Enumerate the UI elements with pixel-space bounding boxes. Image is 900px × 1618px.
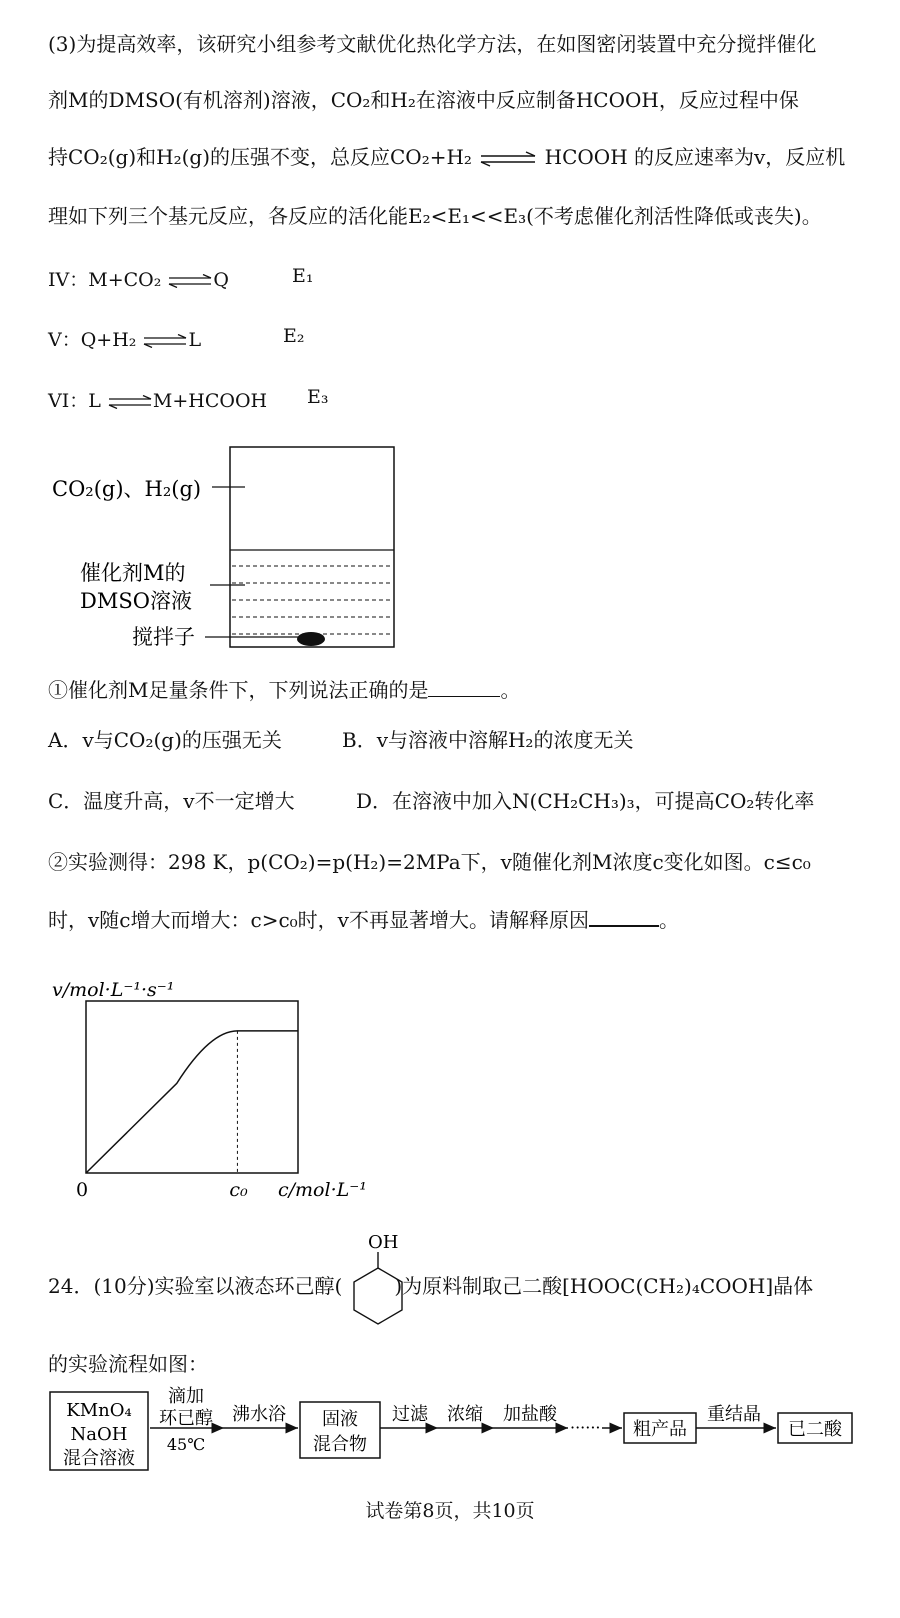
- solution-label-1: 催化剂M的: [80, 561, 186, 585]
- arrow3-label: 过滤: [392, 1404, 428, 1425]
- box2-line1: 固液: [322, 1409, 358, 1430]
- reaction-label: IV：: [48, 269, 89, 291]
- cyclohexanol-structure: [340, 1228, 412, 1338]
- page-footer: 试卷第8页，共10页: [365, 1500, 535, 1522]
- reaction-energy: E₁: [292, 265, 314, 287]
- reaction-left: M+CO₂: [88, 269, 162, 291]
- q24-line-2: 的实验流程如图：: [48, 1352, 208, 1376]
- box1-line3: 混合溶液: [63, 1448, 135, 1469]
- arrow2-label: 沸水浴: [232, 1404, 286, 1425]
- experiment-flowchart: [40, 1380, 860, 1480]
- paragraph-line-4: 理如下列三个基元反应，各反应的活化能E₂<E₁<<E₃(不考虑催化剂活性降低或丧失)。: [48, 204, 822, 228]
- gas-label: CO₂(g)、H₂(g): [52, 477, 202, 501]
- question-1-end: 。: [500, 678, 521, 702]
- equilibrium-arrow-icon: [142, 334, 188, 348]
- option-b[interactable]: B．v与溶液中溶解H₂的浓度无关: [342, 728, 634, 752]
- arrow4-label: 浓缩: [447, 1404, 483, 1425]
- paragraph-line-2: 剂M的DMSO(有机溶剂)溶液，CO₂和H₂在溶液中反应制备HCOOH，反应过程中保: [48, 88, 799, 112]
- paragraph-line-1: (3)为提高效率，该研究小组参考文献优化热化学方法，在如图密闭装置中充分搅拌催化: [48, 32, 817, 56]
- reaction-label: VI：: [48, 390, 89, 412]
- arrow5-label: 加盐酸: [503, 1404, 557, 1425]
- paragraph-line-3: [48, 143, 845, 171]
- paragraph-line-3b: HCOOH 的反应速率为v，反应机: [544, 145, 846, 169]
- box4-label: 已二酸: [788, 1419, 842, 1440]
- reaction-left: L: [88, 390, 101, 412]
- box2-line2: 混合物: [313, 1434, 367, 1455]
- solution-hatching: [232, 566, 392, 634]
- answer-blank-2[interactable]: [589, 907, 659, 927]
- question-1-prompt: [48, 676, 520, 704]
- question-1-text: ①催化剂M足量条件下，下列说法正确的是: [48, 678, 429, 702]
- equilibrium-arrow-icon: [107, 395, 153, 409]
- reaction-vi: [48, 386, 267, 413]
- q24-text-a: 24．(10分)实验室以液态环己醇(: [48, 1274, 343, 1298]
- box1-line1: KMnO₄: [66, 1400, 132, 1421]
- arrow6-label: 重结晶: [707, 1404, 761, 1425]
- option-c[interactable]: C．温度升高，v不一定增大: [48, 789, 295, 813]
- reaction-right: Q: [213, 269, 229, 291]
- stir-bar: [297, 632, 325, 646]
- arrow1-top-1: 滴加: [168, 1386, 204, 1407]
- reaction-right: L: [188, 329, 202, 351]
- option-d[interactable]: D．在溶液中加入N(CH₂CH₃)₃，可提高CO₂转化率: [356, 789, 815, 813]
- q24-line-1: [48, 1272, 813, 1300]
- chart-xlabel: c/mol·L⁻¹: [278, 1179, 367, 1201]
- reaction-label: V：: [48, 329, 81, 351]
- stirrer-label: 搅拌子: [132, 625, 195, 649]
- box1-line2: NaOH: [70, 1424, 128, 1445]
- apparatus-diagram: [40, 440, 420, 660]
- chart-ylabel: v/mol·L⁻¹·s⁻¹: [52, 979, 175, 1001]
- chart-origin-label: 0: [76, 1179, 89, 1201]
- arrow1-top-2: 环已醇: [159, 1408, 213, 1429]
- box3-label: 粗产品: [633, 1419, 687, 1440]
- reaction-iv: [48, 265, 229, 292]
- flow-dots: ······: [570, 1418, 601, 1437]
- arrow1-bottom: 45℃: [166, 1435, 206, 1454]
- question-2-end: 。: [658, 908, 679, 932]
- q24-text-b: )为原料制取己二酸[HOOC(CH₂)₄COOH]晶体: [394, 1274, 814, 1298]
- chart-marks: [86, 1031, 298, 1173]
- reaction-v: [48, 325, 201, 352]
- reaction-energy: E₃: [307, 386, 329, 408]
- oh-label: OH: [368, 1232, 399, 1253]
- chart-frame: [86, 1001, 298, 1173]
- answer-blank-1[interactable]: [428, 678, 500, 697]
- hexagon-ring: [354, 1268, 402, 1324]
- equilibrium-arrow-icon: [478, 151, 538, 167]
- reaction-right: M+HCOOH: [152, 390, 268, 412]
- solution-label-2: DMSO溶液: [80, 589, 192, 613]
- rate-curve: [86, 1031, 298, 1173]
- option-a[interactable]: A．v与CO₂(g)的压强无关: [48, 728, 282, 752]
- paragraph-line-3a: 持CO₂(g)和H₂(g)的压强不变，总反应CO₂+H₂: [48, 145, 472, 169]
- reaction-energy: E₂: [283, 325, 305, 347]
- question-2-line-2: [48, 906, 679, 934]
- question-2-line-1: ②实验测得：298 K，p(CO₂)=p(H₂)=2MPa下，v随催化剂M浓度c变化如图。c≤c₀: [48, 850, 811, 874]
- chart-c0-tick-label: c₀: [229, 1179, 248, 1201]
- question-2-text: 时，v随c增大而增大：c>c₀时，v不再显著增大。请解释原因: [48, 908, 589, 932]
- rate-vs-concentration-chart: [40, 970, 400, 1210]
- equilibrium-arrow-icon: [167, 274, 213, 288]
- reaction-left: Q+H₂: [80, 329, 137, 351]
